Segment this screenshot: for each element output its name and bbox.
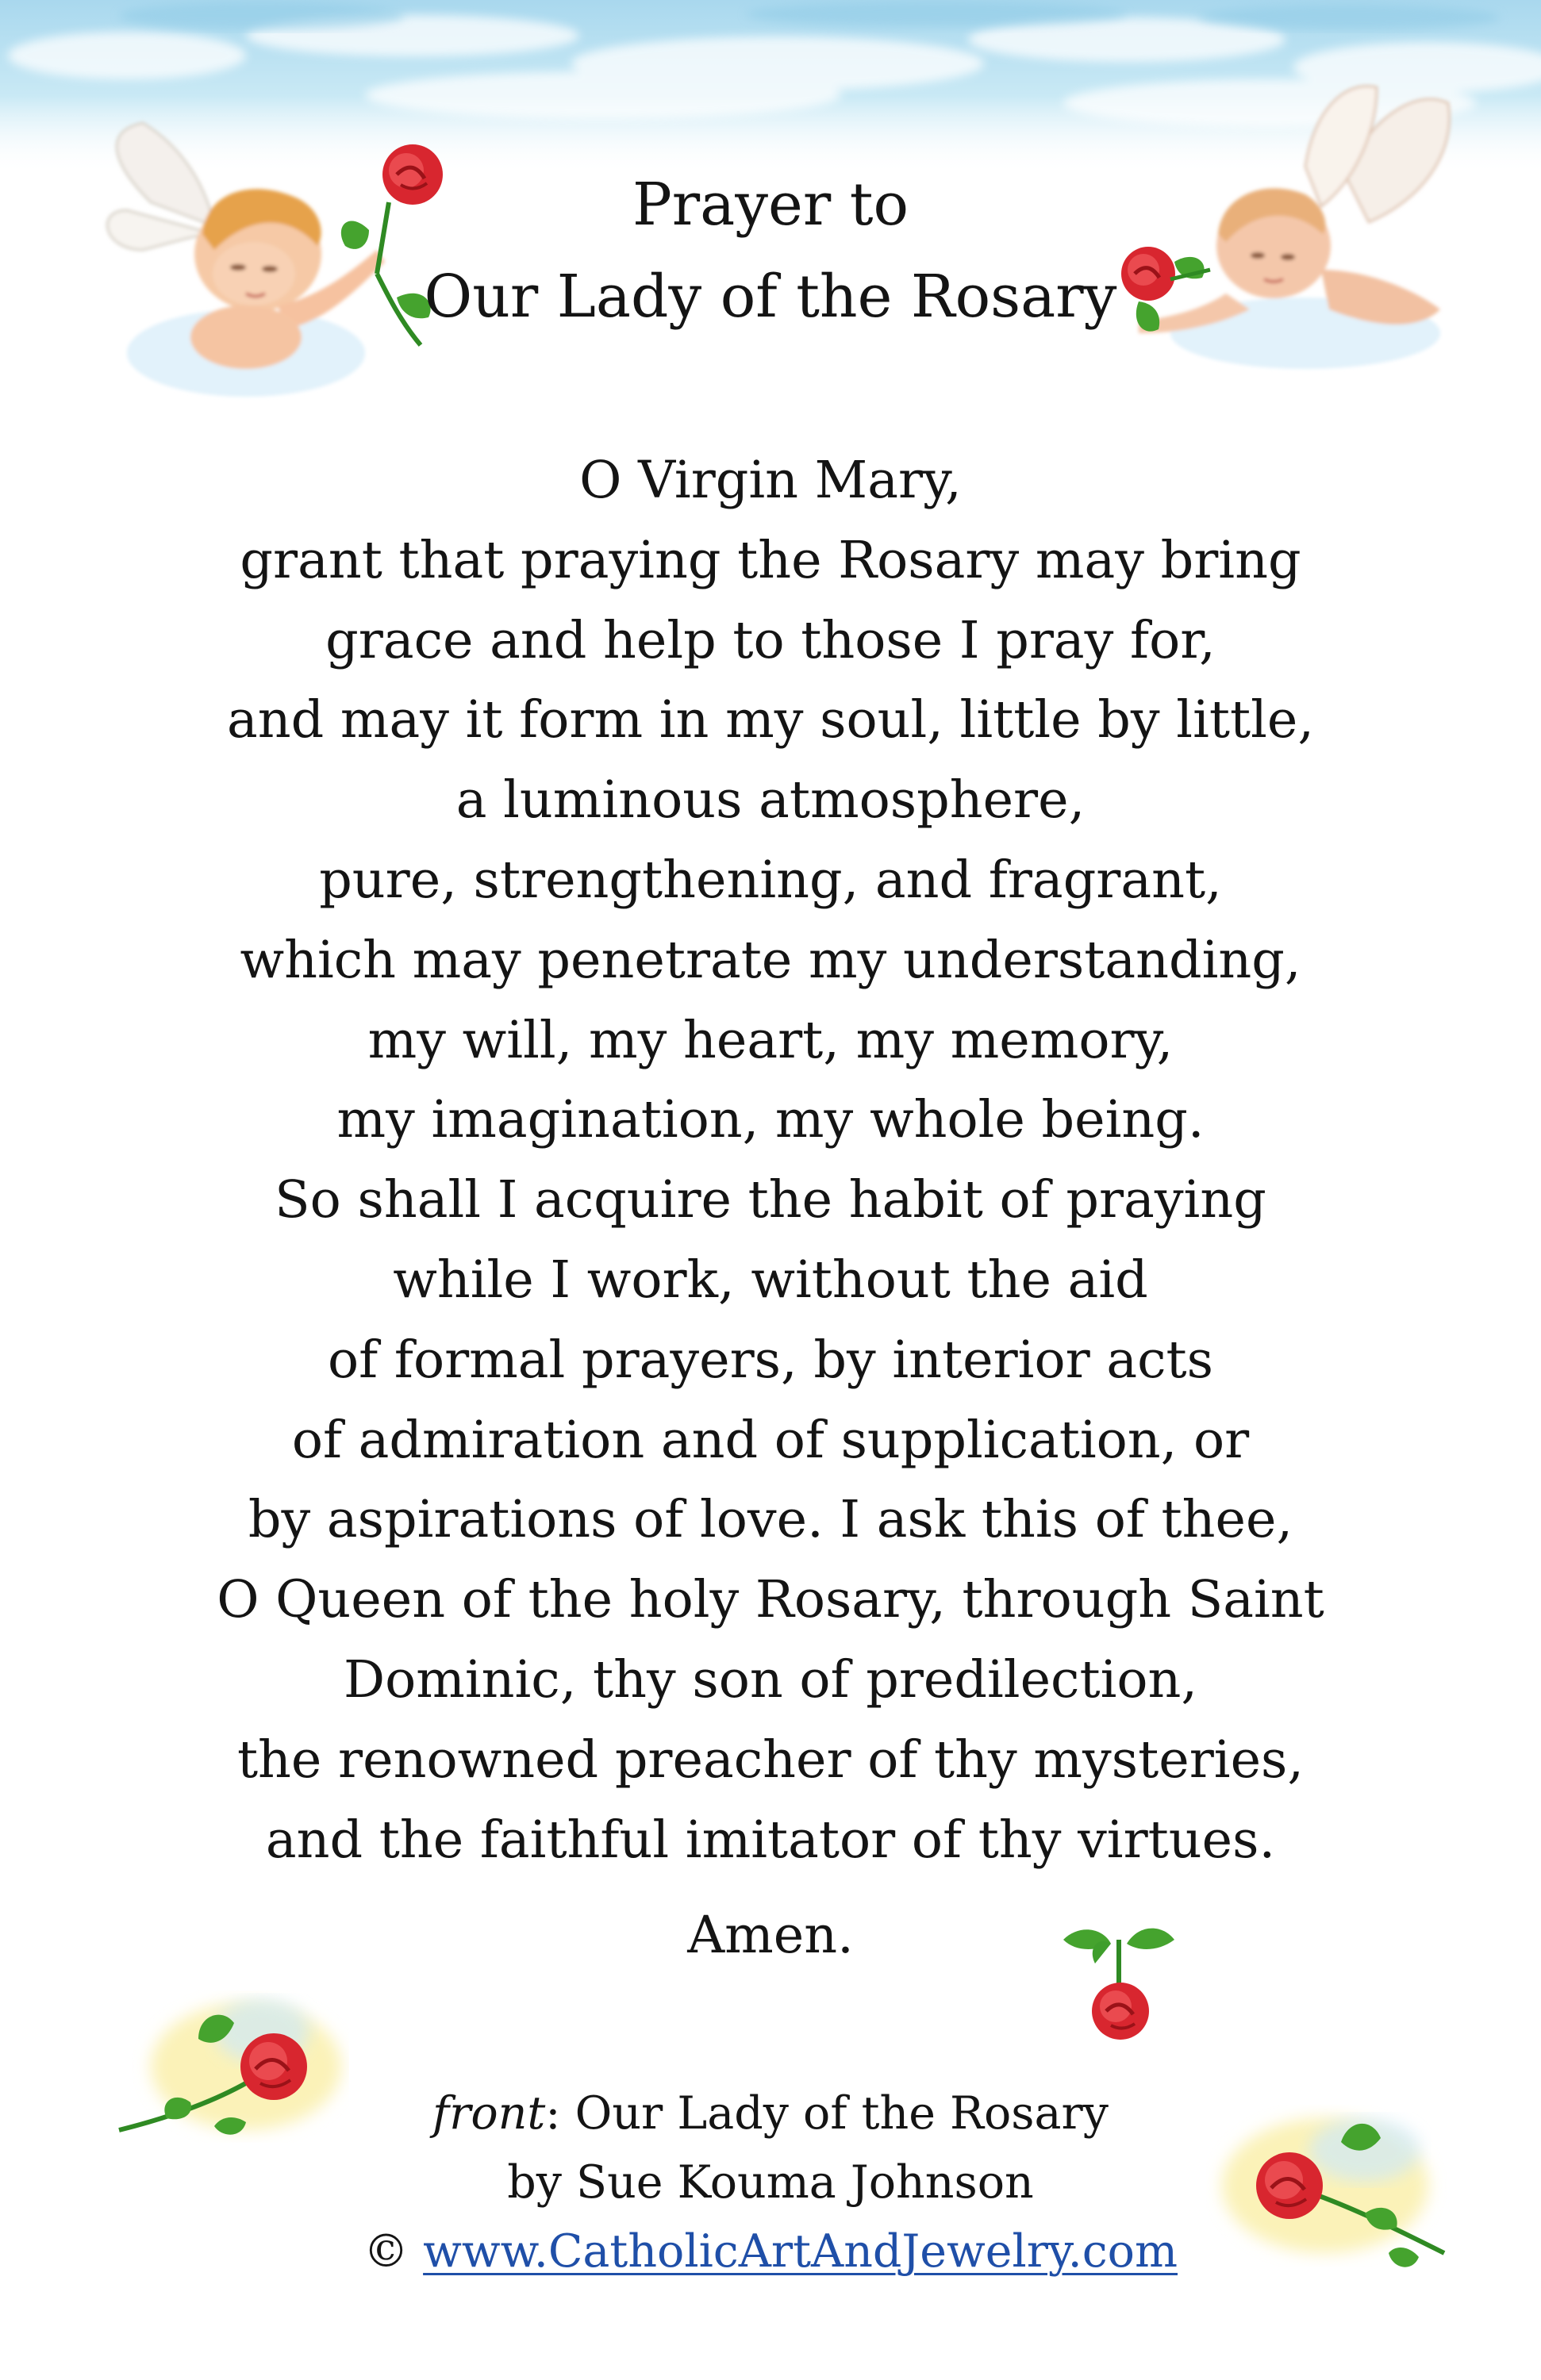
front-text: : Our Lady of the Rosary	[545, 2087, 1109, 2140]
prayer-line: my imagination, my whole being.	[336, 1090, 1205, 1150]
title-line-1: Prayer to	[632, 171, 909, 239]
prayer-line: grace and help to those I pray for,	[325, 610, 1216, 670]
page-title	[0, 159, 1541, 343]
prayer-line: O Queen of the holy Rosary, through Saint	[217, 1570, 1324, 1630]
prayer-line: grant that praying the Rosary may bring	[240, 530, 1301, 590]
prayer-line: the renowned preacher of thy mysteries,	[236, 1729, 1305, 1790]
prayer-line: and may it form in my soul, little by little,	[226, 690, 1315, 750]
credit-website-line	[0, 2217, 1541, 2286]
prayer-line: of formal prayers, by interior acts	[328, 1330, 1213, 1390]
credit-front-line	[0, 2079, 1541, 2148]
credit-artist-line: by Sue Kouma Johnson	[507, 2156, 1034, 2209]
prayer-line: pure, strengthening, and fragrant,	[319, 850, 1222, 910]
closing-amen: Amen.	[687, 1906, 854, 1965]
prayer-line: a luminous atmosphere,	[455, 770, 1086, 831]
prayer-line: my will, my heart, my memory,	[367, 1010, 1174, 1070]
artwork-credit	[0, 2079, 1541, 2286]
prayer-line: So shall I acquire the habit of praying	[275, 1170, 1266, 1230]
prayer-line: O Virgin Mary,	[579, 451, 962, 510]
prayer-line: of admiration and of supplication, or	[291, 1410, 1250, 1470]
copyright-symbol: ©	[363, 2225, 409, 2278]
title-line-2: Our Lady of the Rosary	[424, 263, 1117, 331]
prayer-line: by aspirations of love. I ask this of thee,	[248, 1490, 1293, 1550]
prayer-line: Dominic, thy son of predilection,	[343, 1649, 1198, 1710]
website-link[interactable]: www.CatholicArtAndJewelry.com	[423, 2225, 1178, 2278]
rose-sprig-center	[1047, 1908, 1190, 2051]
prayer-line: and the faithful imitator of thy virtues.	[265, 1810, 1276, 1870]
front-label: front	[432, 2087, 546, 2140]
prayer-line: which may penetrate my understanding,	[240, 930, 1301, 990]
prayer-text	[0, 441, 1541, 1880]
prayer-line: while I work, without the aid	[393, 1250, 1148, 1310]
